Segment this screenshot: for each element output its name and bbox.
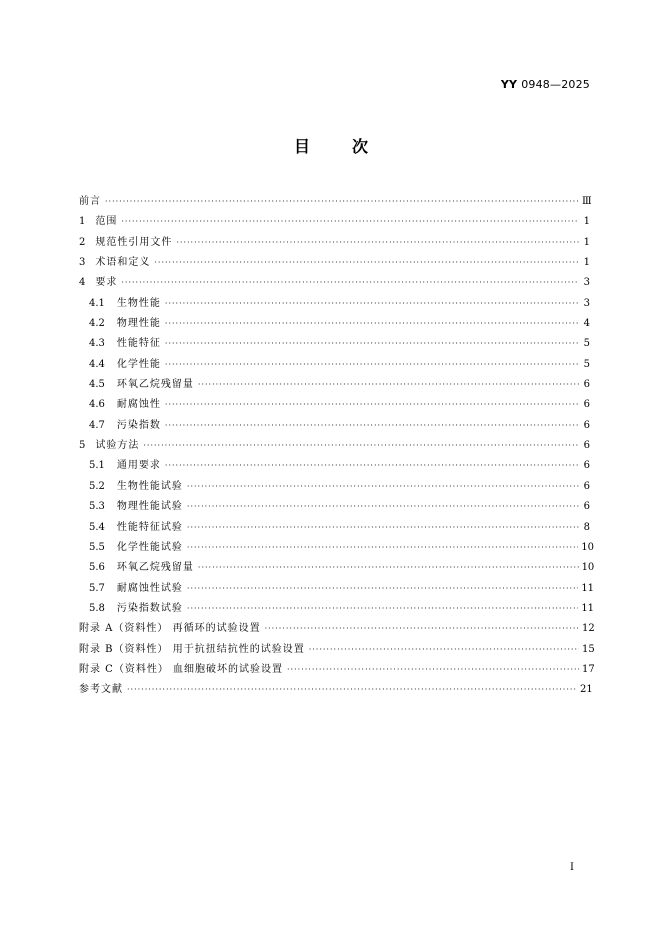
toc-entry[interactable] [79,212,590,232]
toc-entry[interactable] [79,233,590,253]
toc-entry-number: 5.3 [89,501,105,513]
toc-leader-dots [187,543,578,552]
toc-entry-page: 1 [583,257,590,269]
toc-entry-number: 1 [79,216,86,228]
toc-entry-number: 5.7 [89,582,105,594]
toc-entry-page: 12 [582,623,595,635]
toc-entry-page: 6 [583,501,590,513]
toc-entry-number: 3 [79,257,86,269]
toc-entry[interactable] [79,436,590,456]
toc-entry-number: 4.6 [89,399,105,411]
toc-entry[interactable] [79,355,590,375]
toc-entry-label: 规范性引用文件 [95,236,173,248]
toc-entry-page: Ⅲ [582,196,592,207]
toc-entry-page: 6 [583,480,590,492]
toc-entry-page: 6 [583,419,590,431]
toc-leader-dots [187,523,579,532]
toc-leader-dots [165,319,579,328]
toc-leader-dots [187,482,579,491]
toc-leader-dots [127,685,577,694]
toc-leader-dots [287,665,579,674]
toc-entry-label: 通用要求 [116,460,161,472]
toc-entry-label: 附录 A（资料性） 再循环的试验设置 [79,623,261,635]
toc-entry-page: 10 [581,562,595,574]
toc-leader-dots [265,624,579,633]
toc-entry[interactable] [79,518,590,538]
toc-entry[interactable] [79,395,590,415]
toc-entry[interactable] [79,619,595,639]
toc-entry-label: 耐腐蚀性试验 [116,582,183,594]
toc-entry-page: 4 [583,318,590,330]
toc-leader-dots [165,360,579,369]
toc-entry-page: 3 [583,277,590,289]
toc-entry-number: 5.2 [89,480,105,492]
toc-leader-dots [198,563,579,572]
standard-number: 0948—2025 [521,78,590,91]
toc-leader-dots [165,421,579,430]
toc-entry-label: 试验方法 [95,440,140,452]
toc-entry[interactable] [79,253,590,273]
standard-prefix: YY [500,78,518,91]
table-of-contents [79,192,595,701]
toc-entry-label: 生物性能试验 [116,480,183,492]
toc-entry-label: 物理性能试验 [116,501,183,513]
toc-entry[interactable] [79,497,590,517]
toc-entry-label: 物理性能 [116,318,161,330]
toc-leader-dots [154,258,579,267]
toc-entry-number: 5.6 [89,562,105,574]
toc-entry-label: 要求 [95,277,118,289]
toc-entry-label: 生物性能 [116,297,161,309]
toc-entry-number: 4 [79,277,86,289]
toc-entry-page: 11 [581,582,595,594]
page-title: 目次 [293,137,410,156]
toc-entry-label: 化学性能试验 [116,541,183,553]
toc-entry-page: 17 [582,663,595,675]
toc-entry-number: 4.1 [89,297,105,309]
toc-entry-label: 污染指数 [116,419,161,431]
toc-entry-label: 性能特征 [116,338,161,350]
toc-entry-page: 1 [583,216,590,228]
standard-code [501,78,590,91]
toc-entry[interactable] [79,314,590,334]
toc-entry-label: 前言 [79,196,101,207]
toc-entry[interactable] [79,273,590,293]
toc-entry-label: 参考文献 [79,684,123,696]
toc-leader-dots [165,461,579,470]
toc-entry-page: 11 [581,602,595,614]
toc-entry-page: 3 [583,297,590,309]
toc-leader-dots [187,502,579,511]
toc-entry-page: 5 [583,358,590,370]
toc-entry-page: 1 [583,236,590,248]
toc-leader-dots [187,604,578,613]
toc-entry[interactable] [79,640,595,660]
toc-leader-dots [309,645,579,654]
toc-entry[interactable] [79,538,595,558]
toc-entry[interactable] [79,375,590,395]
toc-entry-label: 化学性能 [116,358,161,370]
toc-entry-label: 污染指数试验 [116,602,183,614]
toc-entry-page: 5 [583,338,590,350]
toc-entry-number: 5.1 [89,460,105,472]
toc-entry-label: 环氧乙烷残留量 [116,562,194,574]
toc-entry-label: 附录 C（资料性） 血细胞破坏的试验设置 [79,663,284,675]
toc-entry-page: 6 [583,440,590,452]
toc-entry[interactable] [79,558,595,578]
toc-entry-label: 范围 [95,216,118,228]
toc-leader-dots [105,197,579,206]
toc-entry-page: 6 [583,460,590,472]
toc-entry-number: 5.8 [89,602,105,614]
toc-entry[interactable] [79,599,595,619]
toc-entry-number: 4.7 [89,419,105,431]
toc-leader-dots [121,278,579,287]
toc-entry-page: 21 [580,684,593,696]
toc-entry-number: 4.4 [89,358,105,370]
toc-leader-dots [121,217,579,226]
page-number: Ⅰ [570,862,574,873]
toc-leader-dots [165,400,579,409]
toc-entry[interactable] [79,334,590,354]
toc-entry-label: 耐腐蚀性 [116,399,161,411]
toc-entry-page: 10 [581,541,595,553]
toc-leader-dots [165,339,579,348]
toc-entry[interactable] [79,192,590,212]
toc-entry-page: 6 [583,379,590,391]
toc-entry-label: 附录 B（资料性） 用于抗扭结抗性的试验设置 [79,643,305,655]
toc-entry-number: 2 [79,236,86,248]
toc-entry-number: 5.5 [89,541,105,553]
toc-entry-label: 环氧乙烷残留量 [116,379,194,391]
toc-entry[interactable] [79,660,595,680]
toc-leader-dots [198,380,579,389]
toc-leader-dots [176,238,579,247]
toc-entry-page: 8 [583,521,590,533]
toc-entry[interactable] [79,416,590,436]
toc-entry-label: 性能特征试验 [116,521,183,533]
toc-entry-number: 5 [79,440,86,452]
toc-entry-number: 5.4 [89,521,105,533]
toc-leader-dots [187,584,578,593]
toc-entry[interactable] [79,477,590,497]
toc-entry-number: 4.5 [89,379,105,391]
toc-leader-dots [165,299,579,308]
toc-entry[interactable] [79,680,593,700]
toc-entry[interactable] [79,456,590,476]
toc-entry-number: 4.2 [89,318,105,330]
toc-leader-dots [143,441,579,450]
toc-entry-label: 术语和定义 [95,257,151,269]
toc-entry[interactable] [79,294,590,314]
toc-entry[interactable] [79,579,595,599]
toc-entry-number: 4.3 [89,338,105,350]
toc-entry-page: 15 [582,643,595,655]
toc-entry-page: 6 [583,399,590,411]
